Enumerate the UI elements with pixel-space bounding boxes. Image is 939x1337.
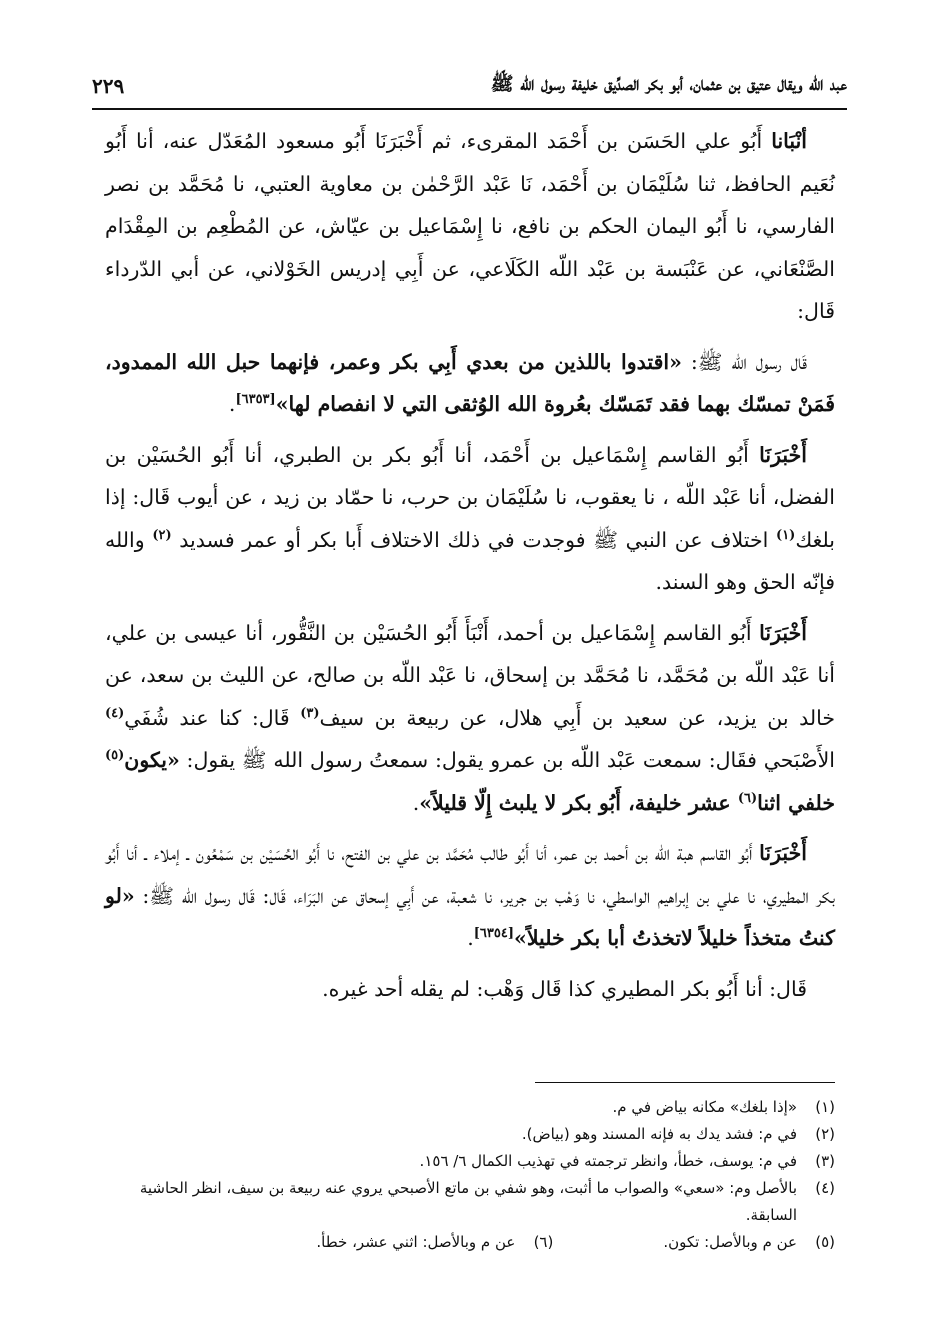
paragraph-text: أَبُو القاسم إِسْمَاعيل بن أحمد، أَنْبَأَ أَبُو الحُسَيْن بن النَّقُّور، أنا عيسى بن علي، أنا عَبْد اللّه بن مُحَمَّد، نا مُحَمَّد بن إسحاق، نا عَبْد اللّه بن صالح، عن الليث بن سعد، عن خالد بن يزيد، عن سعيد بن أَبِي هلال، عن ربيعة بن سيف bbox=[105, 620, 836, 730]
footnote-item bbox=[105, 1175, 835, 1229]
paragraph-text: الأَصْبَحي فقَال: سمعت عَبْد اللّه بن عمرو يقول: سمعتُ رسول الله ﷺ يقول: bbox=[179, 748, 835, 772]
footnote-item bbox=[105, 1121, 835, 1148]
hadith-reference: [٦٣٥٤] bbox=[473, 926, 514, 942]
paragraph-text: قَال: أنا أَبُو بكر المطيري كذا قَال وَهْب: لم يقله أحد غيره. bbox=[322, 976, 807, 1001]
footnote-text: بالأصل وم: «سعي» والصواب ما أثبت، وهو شفي بن ماتع الأصبحي يروي عنه ربيعة بن سيف، انظر الحاشية السابقة. bbox=[139, 1179, 797, 1224]
main-text bbox=[105, 120, 835, 1010]
paragraph-6 bbox=[105, 968, 835, 1011]
paragraph-text: أَبُو علي الحَسَن بن أَحْمَد المقرىء، ثم أَخْبَرَنَا أَبُو مسعود المُعَدّل عنه، أنا أَبُو نُعَيم الحافظ، ثنا سُلَيْمَان بن أَحْمَد، نَا عَبْد الرَّحْمٰن بن معاوية العتبي، نا مُحَمَّد بن نصر الفارسي، نا أَبُو اليمان الحكم بن نافع، نا إِسْمَاعيل بن عيّاش، عن المُطْعِم بن المِقْدَام الصَّنْعَاني، عن عَنْبَسة بن عَبْد اللّه الكَلَاعي، عن أَبِي إدريس الخَوْلاني، عن أبي الدّرداء قَال: bbox=[105, 129, 835, 323]
footnote-number: (٣) bbox=[815, 1152, 835, 1170]
hadith-text: «لو كنتُ متخذاً خليلاً لاتخذتُ أبا بكر خليلاً» bbox=[105, 883, 835, 950]
hadith-text: «يكون bbox=[124, 748, 180, 772]
footnote-item bbox=[663, 1229, 835, 1256]
paragraph-1 bbox=[105, 120, 835, 333]
hadith-text: خلفي اثنا bbox=[757, 790, 835, 815]
paragraph-text: قَال: كنا عند شُفَي bbox=[124, 705, 301, 730]
paragraph-5 bbox=[105, 832, 835, 960]
footnote-text: عن م وبالأصل: تكون. bbox=[663, 1233, 797, 1251]
footnote-item bbox=[316, 1229, 553, 1256]
paragraph-text: اختلاف عن النبي ﷺ فوجدت في ذلك الاختلاف أَبا بكر أو عمر فسديد bbox=[171, 527, 777, 552]
paragraph-text: أَبُو القاسم هبة اللّه بن أحمد بن عمر، أنا أَبُو طالب مُحَمَّد بن علي بن الفتح، نا أَبُو الحُسَيْن بن سَمْعُون ـ إملاء ـ أنا أَبُو بكر المطيري، نا علي بن إبراهيم الواسطي، نا وَهْب بن جرير، نا شعبة، عن أَبِي إسحاق عن البَرَاء، قَال: قَال رسول الله ﷺ: bbox=[105, 841, 835, 908]
paragraph-tail: . bbox=[412, 790, 420, 815]
paragraph-text: أَبُو القاسم إِسْمَاعيل بن أَحْمَد، أنا أَبُو بكر بن الطبري، أنا أَبُو الحُسَيْن بن الفضل، أنا عَبْد اللّه ، نا يعقوب، نا سُلَيْمَان بن حرب، نا حمّاد بن زيد ، عن أيوب قَال: إذا بلغك bbox=[105, 442, 835, 552]
footnote-marker: (٥) bbox=[105, 748, 125, 764]
footnote-rule bbox=[535, 1082, 835, 1083]
footnote-marker: (٦) bbox=[737, 790, 758, 806]
footnote-number: (١) bbox=[815, 1098, 835, 1116]
footnote-marker: (١) bbox=[776, 527, 796, 543]
running-head bbox=[92, 66, 847, 106]
paragraph-text: قَال رسول الله ﷺ: bbox=[681, 349, 807, 374]
isnad-keyword: أَخْبَرَنَا bbox=[759, 841, 807, 865]
hadith-reference: [٦٣٥٣] bbox=[235, 392, 276, 408]
footnote-number: (٦) bbox=[533, 1233, 554, 1251]
paragraph-tail: . bbox=[467, 926, 474, 950]
isnad-keyword: أَخْبَرَنَا bbox=[759, 620, 807, 645]
footnote-item bbox=[105, 1094, 835, 1121]
footnote-text: عن م وبالأصل: اثني عشر، خطأ. bbox=[316, 1233, 516, 1251]
paragraph-3 bbox=[105, 434, 835, 604]
footnote-number: (٤) bbox=[815, 1179, 835, 1197]
paragraph-4 bbox=[105, 612, 835, 825]
footnote-marker: (٢) bbox=[152, 527, 172, 543]
footnote-item bbox=[105, 1148, 835, 1175]
hadith-text: «اقتدوا باللذين من بعدي أَبِي بكر وعمر، فإنهما حبل الله الممدود، فَمَنْ تمسّك بهما فقد تَمَسّك بعُروة الله الوُثقى التي لا انفصام لها» bbox=[105, 349, 835, 416]
footnote-text: في م: فشد يدك به فإنه المسند وهو (بياض). bbox=[521, 1125, 797, 1143]
footnotes bbox=[105, 1094, 835, 1256]
footnote-marker: (٣) bbox=[300, 705, 320, 721]
footnote-marker: (٤) bbox=[105, 705, 125, 721]
footnote-row bbox=[105, 1229, 835, 1256]
running-title: عبد الله ويقال عتيق بن عثمان، أبو بكر الصدِّيق خليفة رسول الله ﷺ bbox=[490, 73, 847, 95]
footnote-text: في م: يوسف، خطأ، وانظر ترجمته في تهذيب الكمال ٦/ ١٥٦. bbox=[419, 1152, 797, 1170]
footnote-number: (٢) bbox=[815, 1125, 835, 1143]
footnote-text: «إذا بلغك» مكانه بياض في م. bbox=[612, 1098, 797, 1116]
page-number: ٢٢٩ bbox=[92, 74, 125, 98]
header-rule bbox=[92, 108, 847, 110]
paragraph-text: والله فإنّه الحق وهو السند. bbox=[105, 527, 835, 594]
paragraph-2 bbox=[105, 341, 835, 426]
hadith-text: عشر خليفة، أَبُو بكر لا يلبث إِلّا قليلاً» bbox=[419, 790, 738, 815]
paragraph-tail: . bbox=[228, 392, 236, 416]
isnad-keyword: أنْبَانا bbox=[771, 129, 807, 153]
footnote-number: (٥) bbox=[815, 1233, 835, 1251]
isnad-keyword: أَخْبَرَنَا bbox=[759, 442, 807, 467]
